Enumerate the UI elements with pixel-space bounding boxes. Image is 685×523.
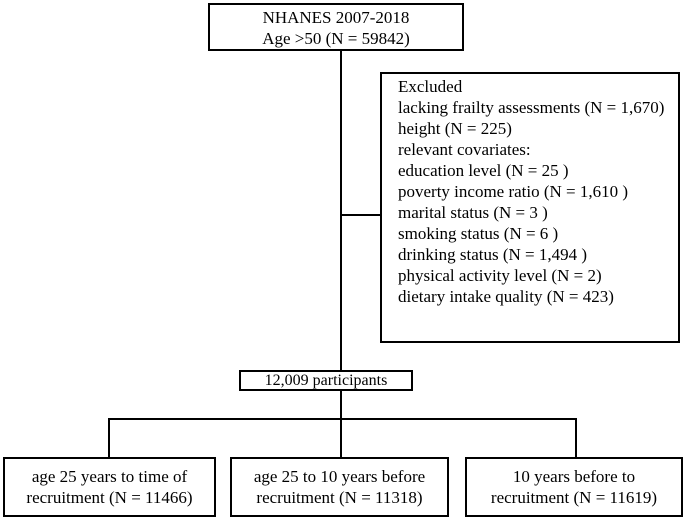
group-line2: recruitment (N = 11318) [256, 488, 423, 507]
source-population-box [208, 3, 464, 51]
source-count: Age >50 (N = 59842) [262, 29, 410, 48]
connector-horizontal-branch [108, 418, 577, 420]
excluded-item: relevant covariates: [398, 140, 531, 159]
group-line1: age 25 years to time of [31, 467, 188, 486]
excluded-item: poverty income ratio (N = 1,610 ) [398, 182, 629, 201]
excluded-item: height (N = 225) [398, 119, 512, 138]
group-line1: 10 years before to [512, 467, 636, 486]
connector-branch-left [108, 418, 110, 457]
excluded-item: drinking status (N = 1,494 ) [398, 245, 588, 264]
group-box-age25-to-10-years-before [230, 457, 449, 517]
participants-box [239, 370, 413, 391]
group-line2: recruitment (N = 11619) [490, 488, 658, 507]
excluded-item: smoking status (N = 6 ) [398, 224, 559, 243]
connector-middle-down [340, 391, 342, 419]
excluded-item: dietary intake quality (N = 423) [398, 287, 614, 306]
excluded-title: Excluded [398, 77, 463, 96]
group-box-age25-to-recruitment [3, 457, 216, 517]
excluded-box [380, 72, 680, 343]
connector-branch-middle [340, 418, 342, 457]
source-title: NHANES 2007-2018 [262, 8, 410, 27]
excluded-item: lacking frailty assessments (N = 1,670) [398, 98, 665, 117]
excluded-item: marital status (N = 3 ) [398, 203, 548, 222]
connector-branch-right [575, 418, 577, 457]
connector-to-excluded [341, 214, 380, 216]
excluded-item: education level (N = 25 ) [398, 161, 569, 180]
excluded-item: physical activity level (N = 2) [398, 266, 602, 285]
group-line1: age 25 to 10 years before [253, 467, 426, 486]
group-line2: recruitment (N = 11466) [26, 488, 193, 507]
connector-top-to-middle [340, 51, 342, 370]
participants-label: 12,009 participants [264, 372, 388, 389]
group-box-10-years-before-to-recruitment [465, 457, 683, 517]
